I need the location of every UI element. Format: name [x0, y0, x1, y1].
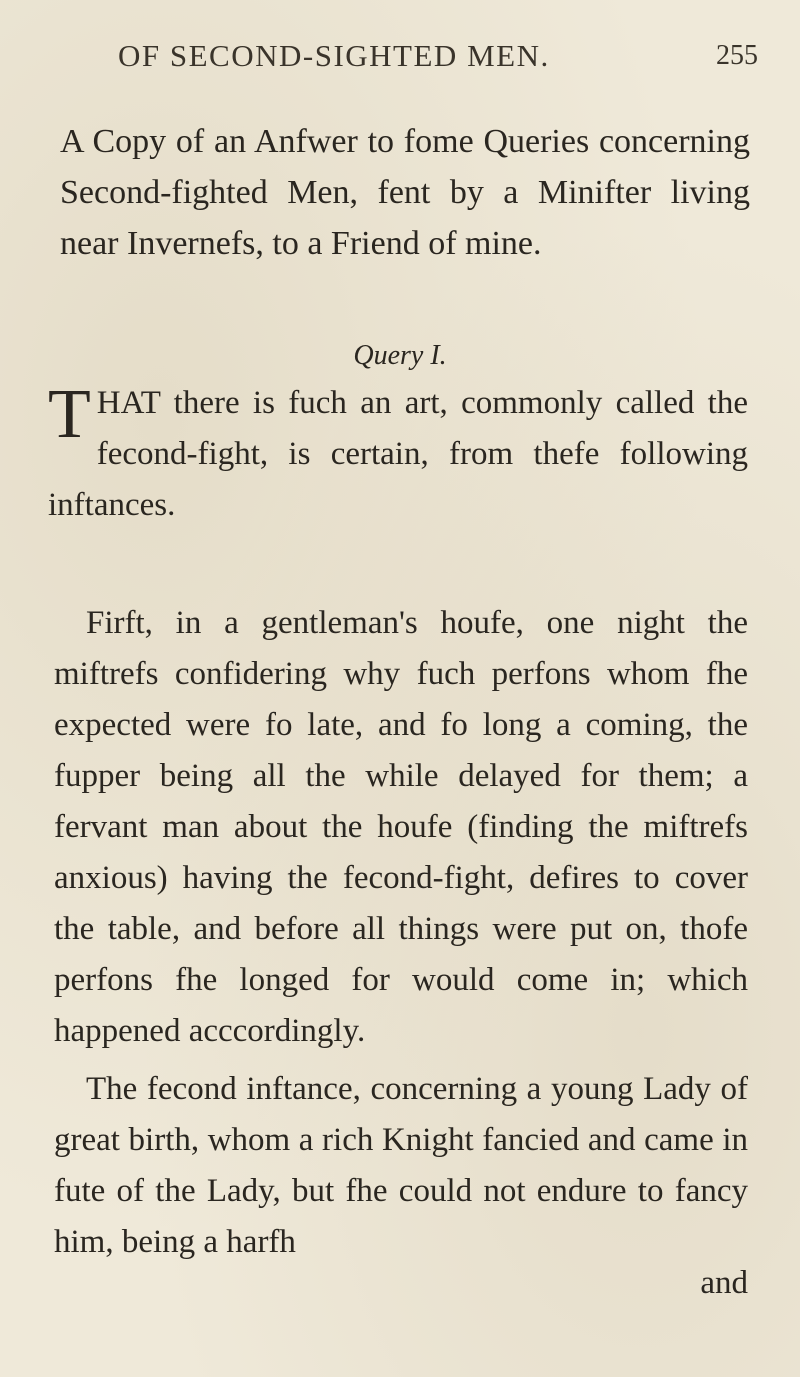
paragraph-first-instance: Firft, in a gentleman's houfe, one night the miftrefs confidering why fuch perfons whom fhe expected were fo late, and fo long a coming, the fupper being all the while delayed for them; a fervant man about the houfe (finding the miftrefs anxious) having the fecond-fight, defires to cover the table, and before all things were put on, thofe perfons fhe longed for would come in; which happened acccordingly. [54, 605, 748, 1049]
running-head [118, 38, 758, 78]
running-head-title: OF SECOND-SIGHTED MEN. [118, 38, 550, 73]
catchword: and [700, 1265, 748, 1301]
query-label: Query I. [353, 340, 447, 371]
query-text-block [48, 378, 748, 531]
section-heading: A Copy of an Anfwer to fome Queries concerning Second-fighted Men, fent by a Minifter living near Invernefs, to a Friend of mine. [60, 123, 750, 262]
paragraph-second-instance: The fecond inftance, concerning a young Lady of great birth, whom a rich Knight fancied and came in fute of the Lady, but fhe could not endure to fancy him, being a harfh [54, 1071, 748, 1260]
page-number: 255 [716, 40, 758, 71]
drop-cap: T [48, 376, 91, 453]
query-text: HAT there is fuch an art, commonly called the fecond-fight, is certain, from thefe following inftances. [48, 385, 748, 523]
